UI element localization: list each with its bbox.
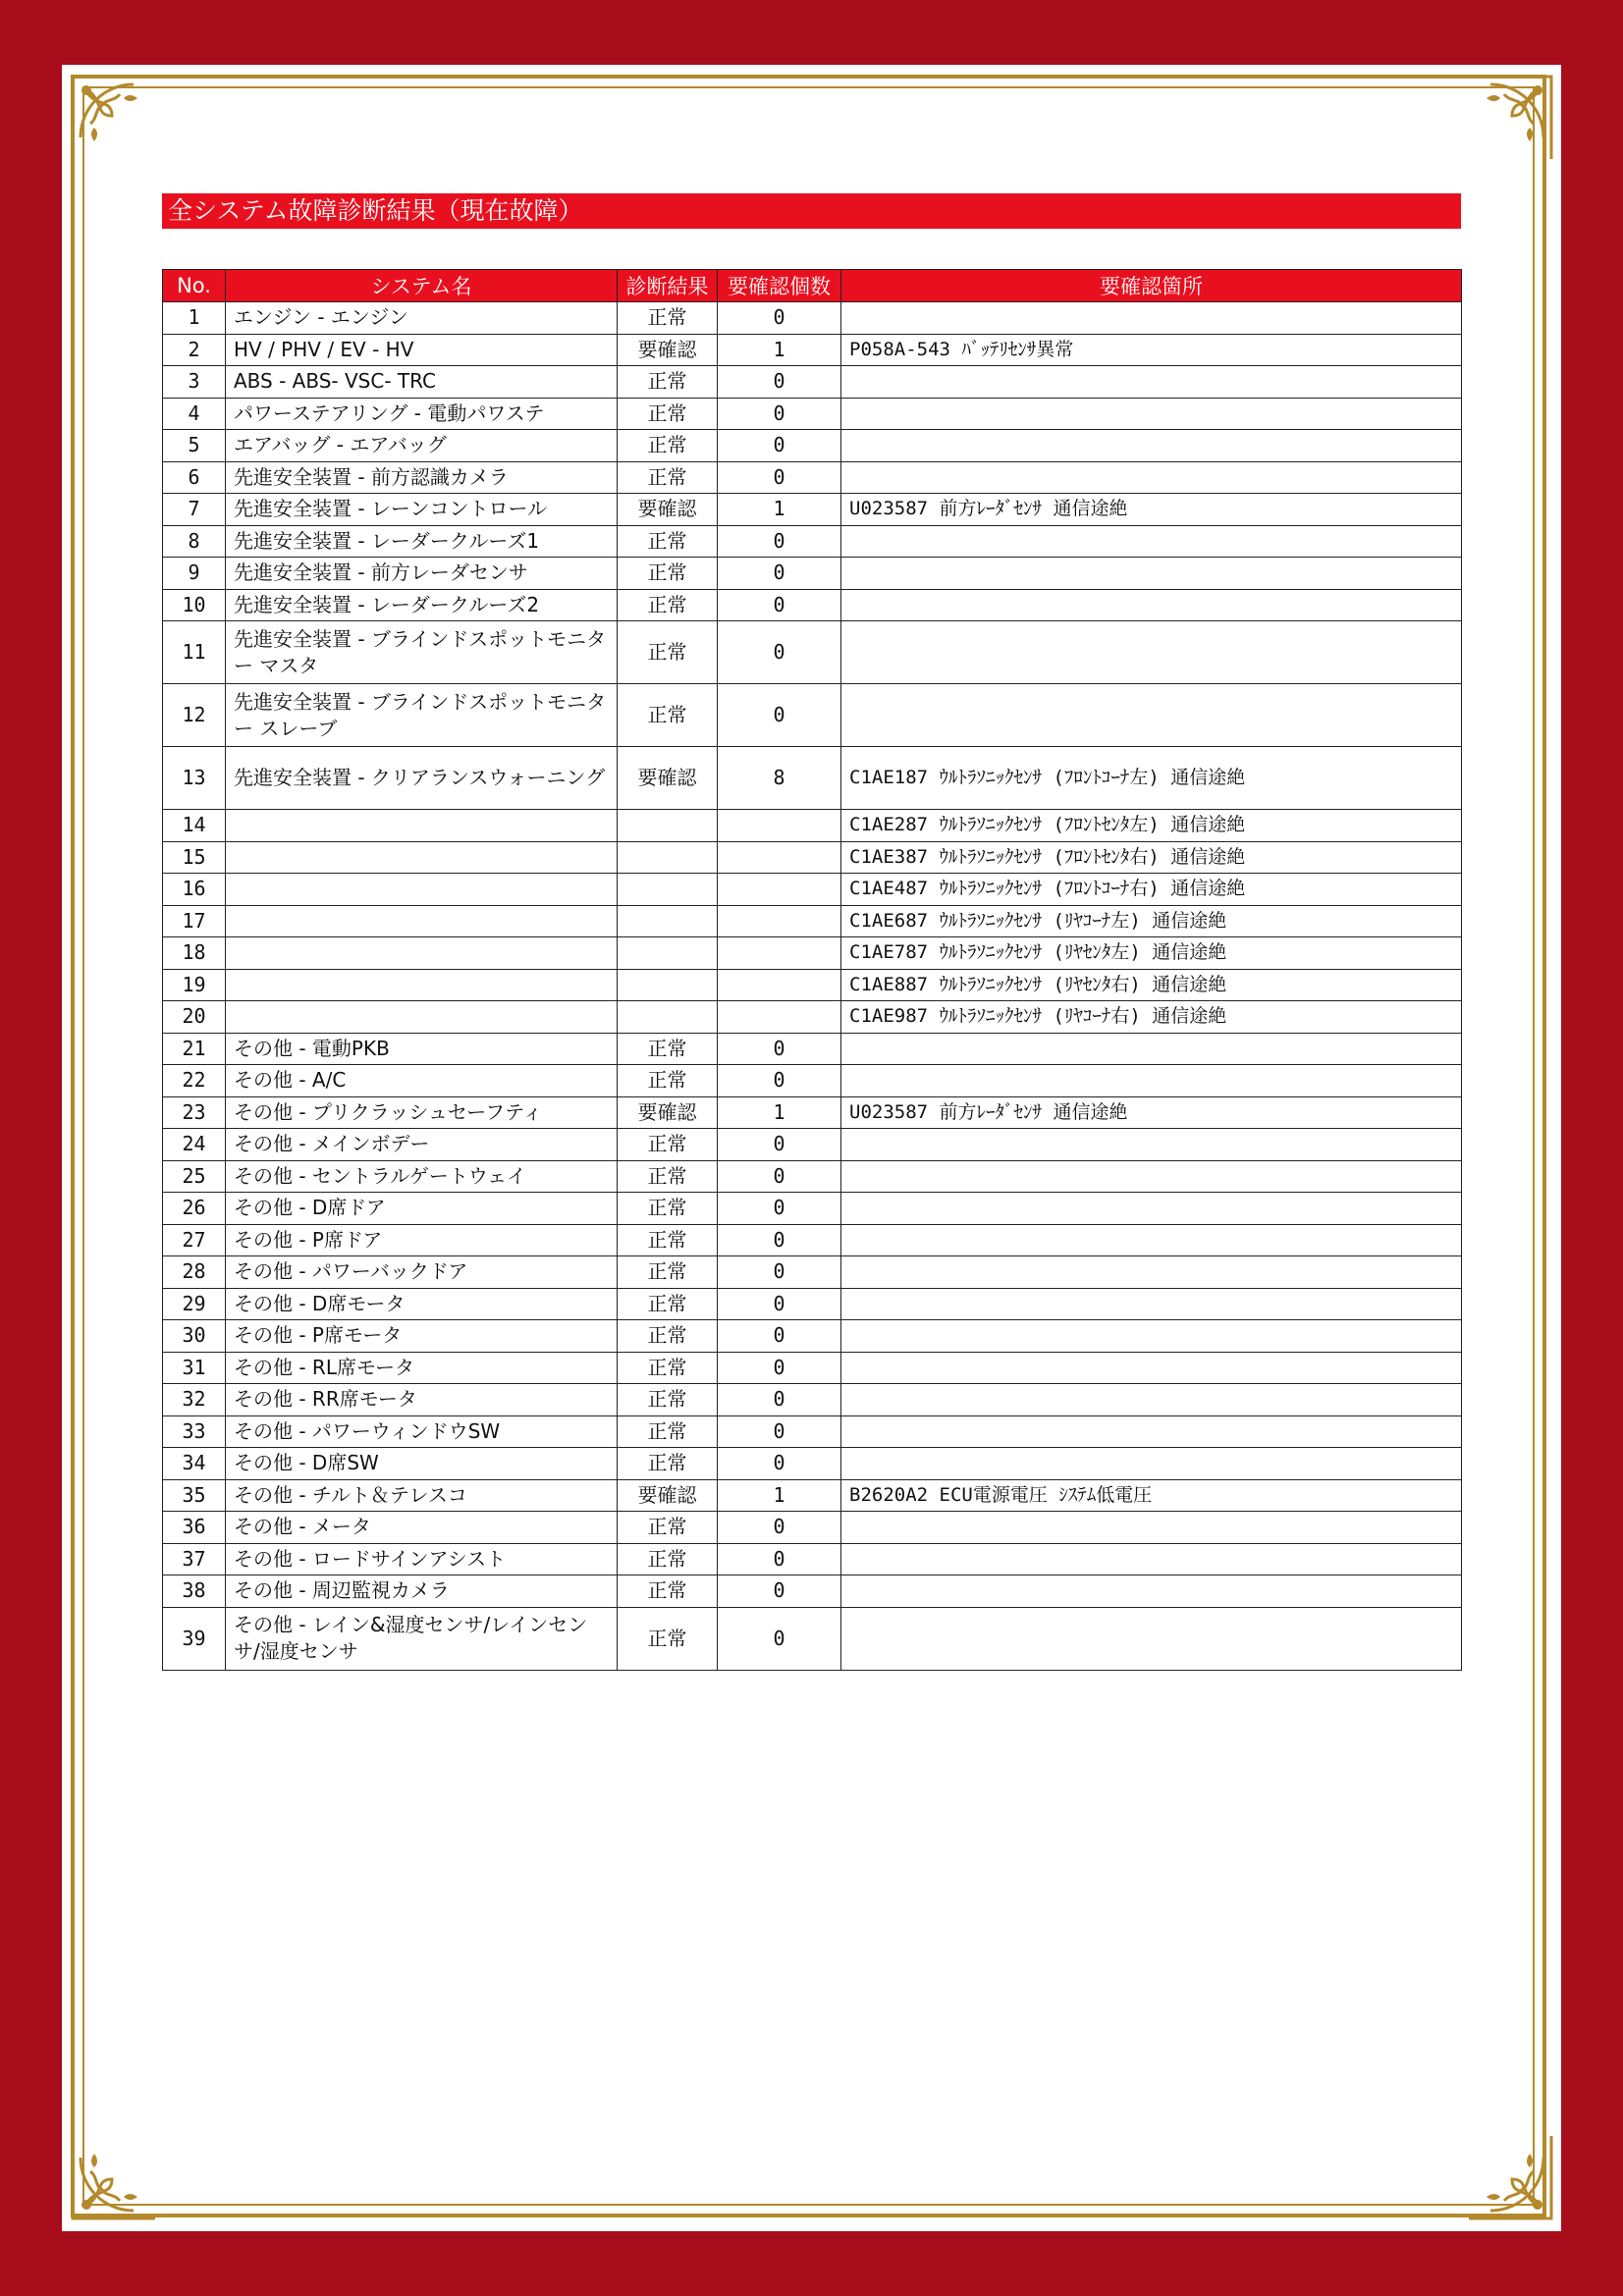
cell-count: 0	[718, 398, 841, 430]
cell-location	[841, 430, 1462, 462]
cell-result: 正常	[618, 1065, 718, 1097]
cell-row-no: 21	[163, 1033, 226, 1065]
cell-result: 正常	[618, 684, 718, 747]
cell-location: C1AE687 ｳﾙﾄﾗｿﾆｯｸｾﾝｻ (ﾘﾔｺｰﾅ左) 通信途絶	[841, 905, 1462, 937]
cell-location: C1AE387 ｳﾙﾄﾗｿﾆｯｸｾﾝｻ (ﾌﾛﾝﾄｾﾝﾀ右) 通信途絶	[841, 841, 1462, 874]
cell-result: 正常	[618, 1193, 718, 1225]
cell-system-name: 先進安全装置 - 前方認識カメラ	[226, 461, 618, 494]
cell-result: 正常	[618, 1543, 718, 1575]
cell-result: 正常	[618, 1607, 718, 1670]
table-row	[163, 810, 1462, 842]
table-row	[163, 398, 1462, 430]
table-row	[163, 684, 1462, 747]
cell-row-no: 28	[163, 1256, 226, 1289]
cell-result: 正常	[618, 589, 718, 621]
cell-system-name: パワーステアリング - 電動パワステ	[226, 398, 618, 430]
table-row	[163, 1415, 1462, 1448]
cell-location: C1AE987 ｳﾙﾄﾗｿﾆｯｸｾﾝｻ (ﾘﾔｺｰﾅ右) 通信途絶	[841, 1001, 1462, 1034]
cell-location	[841, 1512, 1462, 1544]
cell-system-name	[226, 937, 618, 970]
cell-count: 0	[718, 1065, 841, 1097]
cell-system-name: ABS - ABS- VSC- TRC	[226, 366, 618, 399]
cell-row-no: 9	[163, 558, 226, 590]
cell-result: 正常	[618, 1575, 718, 1608]
cell-system-name: その他 - D席ドア	[226, 1193, 618, 1225]
cell-row-no: 13	[163, 747, 226, 810]
cell-location	[841, 302, 1462, 335]
cell-system-name: エンジン - エンジン	[226, 302, 618, 335]
cell-location: P058A-543 ﾊﾞｯﾃﾘｾﾝｻ異常	[841, 334, 1462, 366]
cell-result: 正常	[618, 1288, 718, 1320]
page-title: 全システム故障診断結果（現在故障）	[162, 193, 1461, 229]
cell-system-name: その他 - メータ	[226, 1512, 618, 1544]
cell-location	[841, 1320, 1462, 1353]
cell-row-no: 6	[163, 461, 226, 494]
cell-row-no: 34	[163, 1448, 226, 1480]
table-row	[163, 905, 1462, 937]
cell-count: 0	[718, 430, 841, 462]
cell-result	[618, 905, 718, 937]
cell-count: 0	[718, 1193, 841, 1225]
column-header-system: システム名	[226, 270, 618, 302]
cell-system-name: その他 - ロードサインアシスト	[226, 1543, 618, 1575]
cell-location	[841, 1352, 1462, 1384]
cell-system-name: HV / PHV / EV - HV	[226, 334, 618, 366]
table-row	[163, 430, 1462, 462]
cell-count: 1	[718, 334, 841, 366]
cell-row-no: 26	[163, 1193, 226, 1225]
cell-result	[618, 874, 718, 906]
cell-result: 正常	[618, 1256, 718, 1289]
cell-count: 0	[718, 1384, 841, 1416]
table-row	[163, 1479, 1462, 1512]
cell-count: 0	[718, 589, 841, 621]
cell-system-name: 先進安全装置 - レーダークルーズ2	[226, 589, 618, 621]
cell-count: 1	[718, 1479, 841, 1512]
cell-system-name	[226, 810, 618, 842]
table-row	[163, 461, 1462, 494]
cell-result: 要確認	[618, 747, 718, 810]
cell-row-no: 8	[163, 525, 226, 558]
cell-count: 0	[718, 684, 841, 747]
table-row	[163, 1096, 1462, 1129]
cell-system-name: 先進安全装置 - ブラインドスポットモニター スレーブ	[226, 684, 618, 747]
cell-row-no: 35	[163, 1479, 226, 1512]
cell-system-name	[226, 874, 618, 906]
cell-count: 0	[718, 1415, 841, 1448]
cell-result: 要確認	[618, 1096, 718, 1129]
cell-count: 0	[718, 1352, 841, 1384]
table-row	[163, 1607, 1462, 1670]
cell-location	[841, 684, 1462, 747]
cell-count: 0	[718, 1607, 841, 1670]
cell-count: 0	[718, 1224, 841, 1256]
cell-row-no: 10	[163, 589, 226, 621]
cell-location: C1AE787 ｳﾙﾄﾗｿﾆｯｸｾﾝｻ (ﾘﾔｾﾝﾀ左) 通信途絶	[841, 937, 1462, 970]
cell-system-name	[226, 841, 618, 874]
cell-row-no: 37	[163, 1543, 226, 1575]
table-row	[163, 558, 1462, 590]
cell-location	[841, 1384, 1462, 1416]
cell-row-no: 29	[163, 1288, 226, 1320]
cell-result: 正常	[618, 1352, 718, 1384]
cell-system-name: 先進安全装置 - クリアランスウォーニング	[226, 747, 618, 810]
table-row	[163, 334, 1462, 366]
cell-location	[841, 366, 1462, 399]
cell-system-name: その他 - パワーウィンドウSW	[226, 1415, 618, 1448]
table-row	[163, 494, 1462, 526]
table-row	[163, 525, 1462, 558]
table-row	[163, 1575, 1462, 1608]
column-header-result: 診断結果	[618, 270, 718, 302]
cell-count: 1	[718, 1096, 841, 1129]
ornament-corner-icon	[65, 69, 163, 167]
cell-row-no: 27	[163, 1224, 226, 1256]
cell-result	[618, 810, 718, 842]
table-row	[163, 621, 1462, 684]
cell-location	[841, 1607, 1462, 1670]
cell-system-name: その他 - レイン&湿度センサ/レインセンサ/湿度センサ	[226, 1607, 618, 1670]
cell-location: C1AE887 ｳﾙﾄﾗｿﾆｯｸｾﾝｻ (ﾘﾔｾﾝﾀ右) 通信途絶	[841, 969, 1462, 1001]
cell-system-name: その他 - チルト＆テレスコ	[226, 1479, 618, 1512]
cell-count: 0	[718, 1033, 841, 1065]
cell-count: 0	[718, 1288, 841, 1320]
table-row	[163, 1001, 1462, 1034]
cell-row-no: 39	[163, 1607, 226, 1670]
cell-row-no: 2	[163, 334, 226, 366]
cell-result: 要確認	[618, 1479, 718, 1512]
cell-result: 正常	[618, 398, 718, 430]
cell-result: 正常	[618, 1448, 718, 1480]
cell-result: 要確認	[618, 334, 718, 366]
table-row	[163, 1384, 1462, 1416]
column-header-count: 要確認個数	[718, 270, 841, 302]
cell-row-no: 12	[163, 684, 226, 747]
column-header-no: No.	[163, 270, 226, 302]
cell-location	[841, 589, 1462, 621]
cell-location	[841, 1224, 1462, 1256]
cell-result: 正常	[618, 525, 718, 558]
cell-location	[841, 1160, 1462, 1193]
table-row	[163, 302, 1462, 335]
cell-row-no: 38	[163, 1575, 226, 1608]
cell-system-name: その他 - RR席モータ	[226, 1384, 618, 1416]
cell-result: 正常	[618, 1415, 718, 1448]
cell-row-no: 1	[163, 302, 226, 335]
cell-location	[841, 1193, 1462, 1225]
table-row	[163, 747, 1462, 810]
cell-count	[718, 1001, 841, 1034]
cell-count: 0	[718, 621, 841, 684]
cell-system-name: 先進安全装置 - ブラインドスポットモニター マスタ	[226, 621, 618, 684]
table-row	[163, 1160, 1462, 1193]
cell-system-name: エアバッグ - エアバッグ	[226, 430, 618, 462]
cell-row-no: 22	[163, 1065, 226, 1097]
cell-system-name: その他 - セントラルゲートウェイ	[226, 1160, 618, 1193]
cell-result	[618, 969, 718, 1001]
cell-row-no: 17	[163, 905, 226, 937]
cell-location	[841, 1415, 1462, 1448]
cell-count: 0	[718, 302, 841, 335]
table-row	[163, 589, 1462, 621]
cell-result: 正常	[618, 302, 718, 335]
cell-system-name: 先進安全装置 - レーンコントロール	[226, 494, 618, 526]
cell-system-name: 先進安全装置 - 前方レーダセンサ	[226, 558, 618, 590]
cell-location	[841, 1256, 1462, 1289]
table-row	[163, 937, 1462, 970]
table-row	[163, 1448, 1462, 1480]
table-row	[163, 1256, 1462, 1289]
cell-location	[841, 525, 1462, 558]
table-row	[163, 1193, 1462, 1225]
cell-count	[718, 937, 841, 970]
cell-row-no: 18	[163, 937, 226, 970]
cell-row-no: 33	[163, 1415, 226, 1448]
cell-count	[718, 810, 841, 842]
cell-system-name: 先進安全装置 - レーダークルーズ1	[226, 525, 618, 558]
cell-row-no: 32	[163, 1384, 226, 1416]
cell-result: 正常	[618, 461, 718, 494]
cell-row-no: 25	[163, 1160, 226, 1193]
cell-row-no: 14	[163, 810, 226, 842]
cell-count: 0	[718, 1160, 841, 1193]
ornament-corner-icon	[1461, 69, 1559, 167]
cell-row-no: 36	[163, 1512, 226, 1544]
cell-count	[718, 969, 841, 1001]
diagnosis-table	[162, 269, 1462, 1671]
cell-result: 正常	[618, 1384, 718, 1416]
table-row	[163, 874, 1462, 906]
cell-location	[841, 1543, 1462, 1575]
cell-count: 0	[718, 1448, 841, 1480]
cell-location	[841, 1575, 1462, 1608]
ornament-corner-icon	[65, 2128, 163, 2226]
cell-row-no: 30	[163, 1320, 226, 1353]
cell-system-name: その他 - 電動PKB	[226, 1033, 618, 1065]
cell-count: 0	[718, 558, 841, 590]
cell-result: 正常	[618, 1224, 718, 1256]
cell-location	[841, 1288, 1462, 1320]
cell-location	[841, 558, 1462, 590]
table-row	[163, 1288, 1462, 1320]
cell-count: 0	[718, 1129, 841, 1161]
cell-location: C1AE287 ｳﾙﾄﾗｿﾆｯｸｾﾝｻ (ﾌﾛﾝﾄｾﾝﾀ左) 通信途絶	[841, 810, 1462, 842]
cell-system-name: その他 - メインボデー	[226, 1129, 618, 1161]
cell-row-no: 11	[163, 621, 226, 684]
table-row	[163, 1033, 1462, 1065]
cell-location	[841, 1033, 1462, 1065]
cell-row-no: 19	[163, 969, 226, 1001]
cell-system-name: その他 - D席SW	[226, 1448, 618, 1480]
cell-row-no: 24	[163, 1129, 226, 1161]
cell-result	[618, 937, 718, 970]
table-row	[163, 1065, 1462, 1097]
table-header-row	[163, 270, 1462, 302]
cell-row-no: 7	[163, 494, 226, 526]
cell-location	[841, 461, 1462, 494]
table-row	[163, 1129, 1462, 1161]
cell-result: 正常	[618, 1512, 718, 1544]
cell-count: 0	[718, 525, 841, 558]
cell-location	[841, 398, 1462, 430]
cell-system-name: その他 - RL席モータ	[226, 1352, 618, 1384]
cell-count: 0	[718, 1543, 841, 1575]
cell-system-name: その他 - A/C	[226, 1065, 618, 1097]
cell-result: 要確認	[618, 494, 718, 526]
cell-count: 0	[718, 366, 841, 399]
cell-result: 正常	[618, 621, 718, 684]
cell-result: 正常	[618, 1129, 718, 1161]
cell-system-name: その他 - 周辺監視カメラ	[226, 1575, 618, 1608]
cell-system-name: その他 - P席モータ	[226, 1320, 618, 1353]
cell-location	[841, 621, 1462, 684]
cell-row-no: 20	[163, 1001, 226, 1034]
cell-location	[841, 1129, 1462, 1161]
table-row	[163, 1352, 1462, 1384]
cell-count: 0	[718, 1512, 841, 1544]
cell-system-name	[226, 1001, 618, 1034]
cell-count	[718, 841, 841, 874]
cell-count: 1	[718, 494, 841, 526]
cell-system-name: その他 - プリクラッシュセーフティ	[226, 1096, 618, 1129]
cell-result: 正常	[618, 1160, 718, 1193]
ornament-corner-icon	[1461, 2128, 1559, 2226]
cell-result: 正常	[618, 430, 718, 462]
cell-location	[841, 1448, 1462, 1480]
cell-row-no: 3	[163, 366, 226, 399]
cell-system-name: その他 - D席モータ	[226, 1288, 618, 1320]
cell-location: U023587 前方ﾚｰﾀﾞｾﾝｻ 通信途絶	[841, 494, 1462, 526]
column-header-location: 要確認箇所	[841, 270, 1462, 302]
cell-result: 正常	[618, 366, 718, 399]
cell-count: 0	[718, 1320, 841, 1353]
cell-count	[718, 905, 841, 937]
cell-location: C1AE487 ｳﾙﾄﾗｿﾆｯｸｾﾝｻ (ﾌﾛﾝﾄｺｰﾅ右) 通信途絶	[841, 874, 1462, 906]
cell-system-name	[226, 969, 618, 1001]
cell-row-no: 15	[163, 841, 226, 874]
table-row	[163, 841, 1462, 874]
cell-location: C1AE187 ｳﾙﾄﾗｿﾆｯｸｾﾝｻ (ﾌﾛﾝﾄｺｰﾅ左) 通信途絶	[841, 747, 1462, 810]
cell-count: 0	[718, 461, 841, 494]
cell-row-no: 4	[163, 398, 226, 430]
table-row	[163, 1512, 1462, 1544]
cell-count: 8	[718, 747, 841, 810]
table-row	[163, 366, 1462, 399]
table-row	[163, 1320, 1462, 1353]
cell-location: U023587 前方ﾚｰﾀﾞｾﾝｻ 通信途絶	[841, 1096, 1462, 1129]
cell-result: 正常	[618, 558, 718, 590]
cell-row-no: 31	[163, 1352, 226, 1384]
cell-result: 正常	[618, 1033, 718, 1065]
cell-location	[841, 1065, 1462, 1097]
table-row	[163, 1543, 1462, 1575]
cell-result	[618, 1001, 718, 1034]
cell-system-name: その他 - パワーバックドア	[226, 1256, 618, 1289]
cell-system-name	[226, 905, 618, 937]
table-row	[163, 1224, 1462, 1256]
cell-result: 正常	[618, 1320, 718, 1353]
cell-system-name: その他 - P席ドア	[226, 1224, 618, 1256]
cell-count: 0	[718, 1256, 841, 1289]
cell-row-no: 23	[163, 1096, 226, 1129]
table-row	[163, 969, 1462, 1001]
cell-location: B2620A2 ECU電源電圧 ｼｽﾃﾑ低電圧	[841, 1479, 1462, 1512]
cell-row-no: 5	[163, 430, 226, 462]
cell-count	[718, 874, 841, 906]
cell-row-no: 16	[163, 874, 226, 906]
cell-result	[618, 841, 718, 874]
cell-count: 0	[718, 1575, 841, 1608]
